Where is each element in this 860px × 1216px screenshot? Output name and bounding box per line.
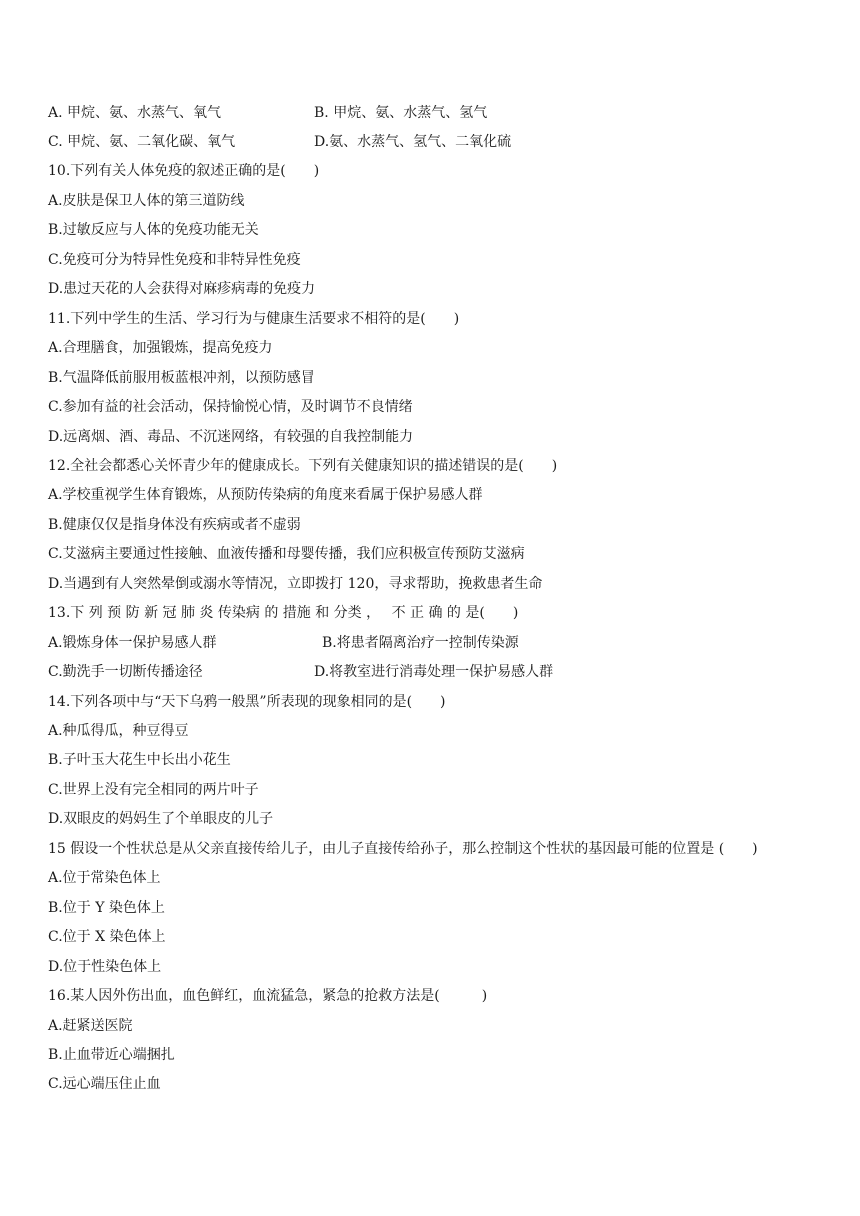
question-10: 10.下列有关人体免疫的叙述正确的是( ) xyxy=(48,163,320,179)
option-a: A.种瓜得瓜，种豆得豆 xyxy=(48,723,189,739)
option-c: C.艾滋病主要通过性接触、血液传播和母婴传播，我们应积极宣传预防艾滋病 xyxy=(48,546,525,562)
option-c: C.勤洗手一切断传播途径 xyxy=(48,664,203,680)
option-c: C.参加有益的社会活动，保持愉悦心情，及时调节不良情绪 xyxy=(48,399,413,415)
question-14: 14.下列各项中与“天下乌鸦一般黑”所表现的现象相同的是( ) xyxy=(48,694,446,710)
option-b: B.止血带近心端捆扎 xyxy=(48,1047,175,1063)
option-b: B.子叶玉大花生中长出小花生 xyxy=(48,752,231,768)
option-a: A.合理膳食，加强锻炼，提高免疫力 xyxy=(48,340,273,356)
question-12: 12.全社会都悉心关怀青少年的健康成长。下列有关健康知识的描述错误的是( ) xyxy=(48,458,558,474)
option-a: A.锻炼身体一保护易感人群 xyxy=(48,635,217,651)
option-d: D.当遇到有人突然晕倒或溺水等情况，立即拨打 120，寻求帮助，挽救患者生命 xyxy=(48,576,543,592)
question-11: 11.下列中学生的生活、学习行为与健康生活要求不相符的是( ) xyxy=(48,311,460,327)
option-b: B.位于 Y 染色体上 xyxy=(48,900,165,916)
option-d: D.氨、水蒸气、氢气、二氧化硫 xyxy=(314,134,512,150)
option-c: C.位于 X 染色体上 xyxy=(48,929,166,945)
option-d: D.双眼皮的妈妈生了个单眼皮的儿子 xyxy=(48,811,274,827)
option-b: B.气温降低前服用板蓝根冲剂，以预防感冒 xyxy=(48,370,315,386)
option-a: A. 甲烷、氨、水蒸气、氧气 xyxy=(48,105,222,121)
option-d: D.将教室进行消毒处理一保护易感人群 xyxy=(314,664,554,680)
option-d: D.位于性染色体上 xyxy=(48,959,162,975)
option-b: B.过敏反应与人体的免疫功能无关 xyxy=(48,222,259,238)
option-a: A.赶紧送医院 xyxy=(48,1018,133,1034)
option-c: C.远心端压住止血 xyxy=(48,1076,161,1092)
question-16: 16.某人因外伤出血，血色鲜红，血流猛急，紧急的抢救方法是( ) xyxy=(48,988,488,1004)
option-a: A.皮肤是保卫人体的第三道防线 xyxy=(48,193,245,209)
option-b: B.将患者隔离治疗一控制传染源 xyxy=(322,635,519,651)
option-b: B. 甲烷、氨、水蒸气、氢气 xyxy=(314,105,488,121)
question-15: 15 假设一个性状总是从父亲直接传给儿子，由儿子直接传给孙子，那么控制这个性状的基因最可能的位置是 ( ) xyxy=(48,841,758,857)
option-c: C.世界上没有完全相同的两片叶子 xyxy=(48,782,259,798)
question-13: 13.下 列 预 防 新 冠 肺 炎 传染病 的 措施 和 分类 ， 不 正 确 的 是( ) xyxy=(48,605,519,621)
option-b: B.健康仅仅是指身体没有疾病或者不虚弱 xyxy=(48,517,301,533)
option-c: C.免疫可分为特异性免疫和非特异性免疫 xyxy=(48,252,301,268)
option-a: A.学校重视学生体育锻炼，从预防传染病的角度来看属于保护易感人群 xyxy=(48,487,483,503)
option-c: C. 甲烷、氨、二氧化碳、氧气 xyxy=(48,134,236,150)
option-a: A.位于常染色体上 xyxy=(48,870,161,886)
option-d: D.远离烟、酒、毒品、不沉迷网络，有较强的自我控制能力 xyxy=(48,429,414,445)
option-d: D.患过天花的人会获得对麻疹病毒的免疫力 xyxy=(48,281,316,297)
